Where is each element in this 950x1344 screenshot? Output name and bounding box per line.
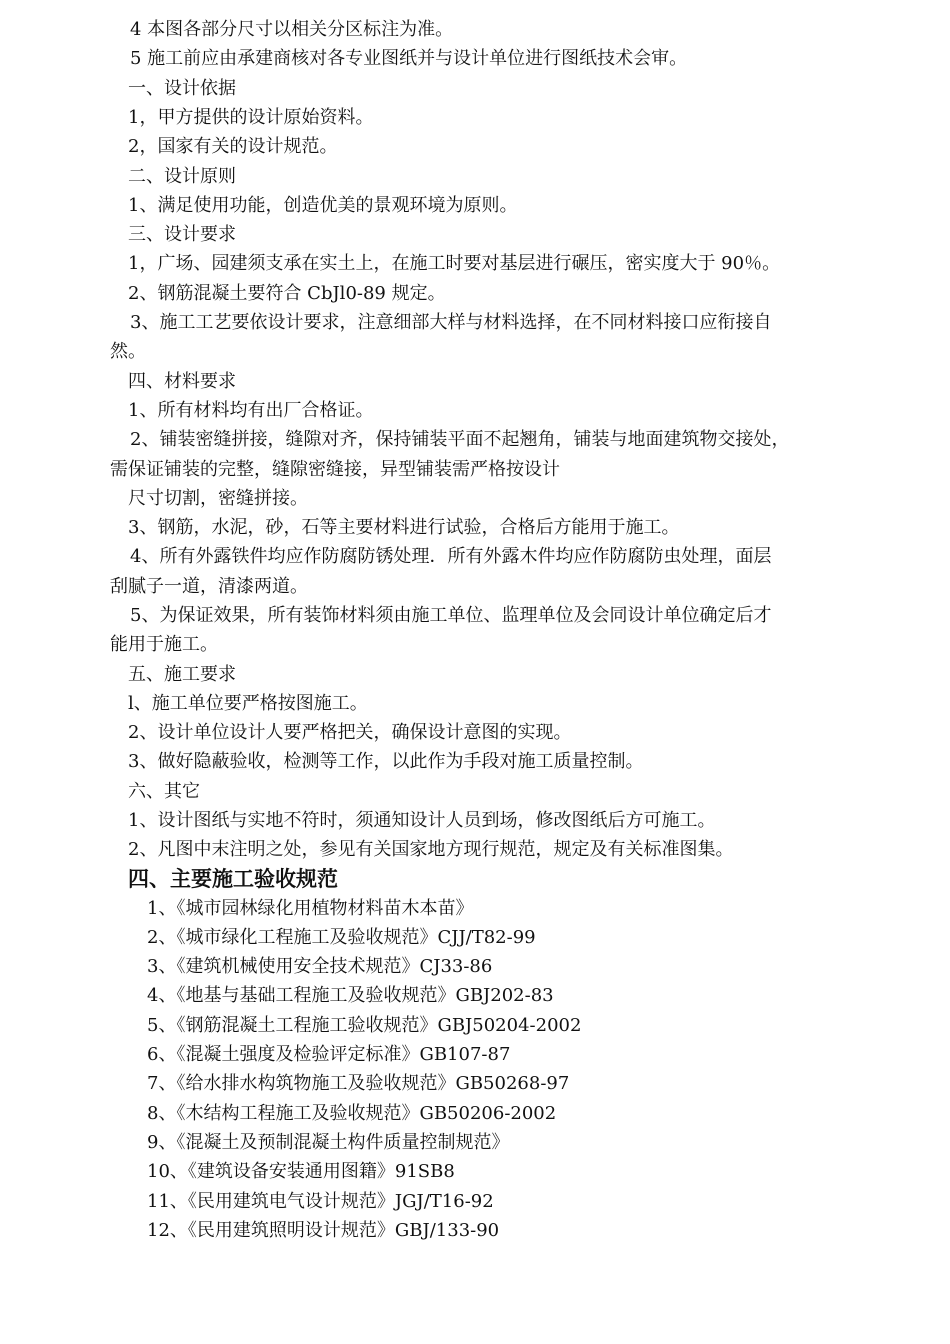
standard-item: 5、《钢筋混凝土工程施工验收规范》GBJ50204-2002 — [147, 1015, 582, 1036]
standard-item: 7、《给水排水构筑物施工及验收规范》GB50268-97 — [147, 1073, 570, 1094]
subsection-heading: 二、设计原则 — [128, 166, 236, 187]
paragraph-line: 3、钢筋，水泥，砂，石等主要材料进行试验，合格后方能用于施工。 — [128, 517, 680, 538]
note-line: 4 本图各部分尺寸以相关分区标注为准。 — [130, 19, 454, 40]
standard-item: 10、《建筑设备安装通用图籍》91SB8 — [147, 1161, 455, 1182]
paragraph-line: 然。 — [110, 341, 146, 362]
paragraph-line: 1，广场、园建须支承在实土上，在施工时要对基层进行碾压，密实度大于 90％。 — [128, 253, 781, 274]
subsection-heading: 一、设计依据 — [128, 78, 236, 99]
paragraph-line: 2、铺装密缝拼接，缝隙对齐，保持铺装平面不起翘角，铺装与地面建筑物交接处， — [130, 429, 790, 450]
paragraph-line: 2、设计单位设计人要严格把关，确保设计意图的实现。 — [128, 722, 572, 743]
paragraph-line: 需保证铺装的完整，缝隙密缝接，异型铺装需严格按设计 — [110, 459, 560, 480]
paragraph-line: 1，甲方提供的设计原始资料。 — [128, 107, 374, 128]
standard-item: 4、《地基与基础工程施工及验收规范》GBJ202-83 — [147, 985, 554, 1006]
standard-item: 12、《民用建筑照明设计规范》GBJ/133-90 — [147, 1220, 500, 1241]
paragraph-line: 2，国家有关的设计规范。 — [128, 136, 338, 157]
standard-item: 8、《木结构工程施工及验收规范》GB50206-2002 — [147, 1103, 557, 1124]
paragraph-line: l、施工单位要严格按图施工。 — [128, 693, 368, 714]
paragraph-line: 刮腻子一道，清漆两道。 — [110, 576, 308, 597]
standard-item: 11、《民用建筑电气设计规范》JGJ/T16-92 — [147, 1191, 494, 1212]
subsection-heading: 四、材料要求 — [128, 371, 236, 392]
subsection-heading: 五、施工要求 — [128, 664, 236, 685]
paragraph-line: 1、满足使用功能，创造优美的景观环境为原则。 — [128, 195, 518, 216]
standard-item: 1、《城市园林绿化用植物材料苗木本苗》 — [147, 898, 474, 919]
standard-item: 3、《建筑机械使用安全技术规范》CJ33-86 — [147, 956, 493, 977]
paragraph-line: 4、所有外露铁件均应作防腐防锈处理．所有外露木件均应作防腐防虫处理，面层 — [130, 546, 772, 567]
standard-item: 6、《混凝土强度及检验评定标准》GB107-87 — [147, 1044, 511, 1065]
paragraph-line: 能用于施工。 — [110, 634, 218, 655]
standard-item: 9、《混凝土及预制混凝土构件质量控制规范》 — [147, 1132, 510, 1153]
paragraph-line: 2、钢筋混凝土要符合 CbJl0-89 规定。 — [128, 283, 446, 304]
standard-item: 2、《城市绿化工程施工及验收规范》CJJ/T82-99 — [147, 927, 536, 948]
subsection-heading: 六、其它 — [128, 781, 200, 802]
paragraph-line: 5、为保证效果，所有装饰材料须由施工单位、监理单位及会同设计单位确定后才 — [130, 605, 772, 626]
paragraph-line: 3、做好隐蔽验收，检测等工作，以此作为手段对施工质量控制。 — [128, 751, 644, 772]
paragraph-line: 1、所有材料均有出厂合格证。 — [128, 400, 374, 421]
paragraph-line: 3、施工工艺要依设计要求，注意细部大样与材料选择，在不同材料接口应衔接自 — [130, 312, 772, 333]
subsection-heading: 三、设计要求 — [128, 224, 236, 245]
note-line: 5 施工前应由承建商核对各专业图纸并与设计单位进行图纸技术会审。 — [130, 48, 688, 69]
paragraph-line: 尺寸切割，密缝拼接。 — [128, 488, 308, 509]
section-heading: 四、主要施工验收规范 — [128, 866, 338, 891]
paragraph-line: 1、设计图纸与实地不符时，须通知设计人员到场，修改图纸后方可施工。 — [128, 810, 716, 831]
paragraph-line: 2、凡图中末注明之处，参见有关国家地方现行规范，规定及有关标准图集。 — [128, 839, 734, 860]
